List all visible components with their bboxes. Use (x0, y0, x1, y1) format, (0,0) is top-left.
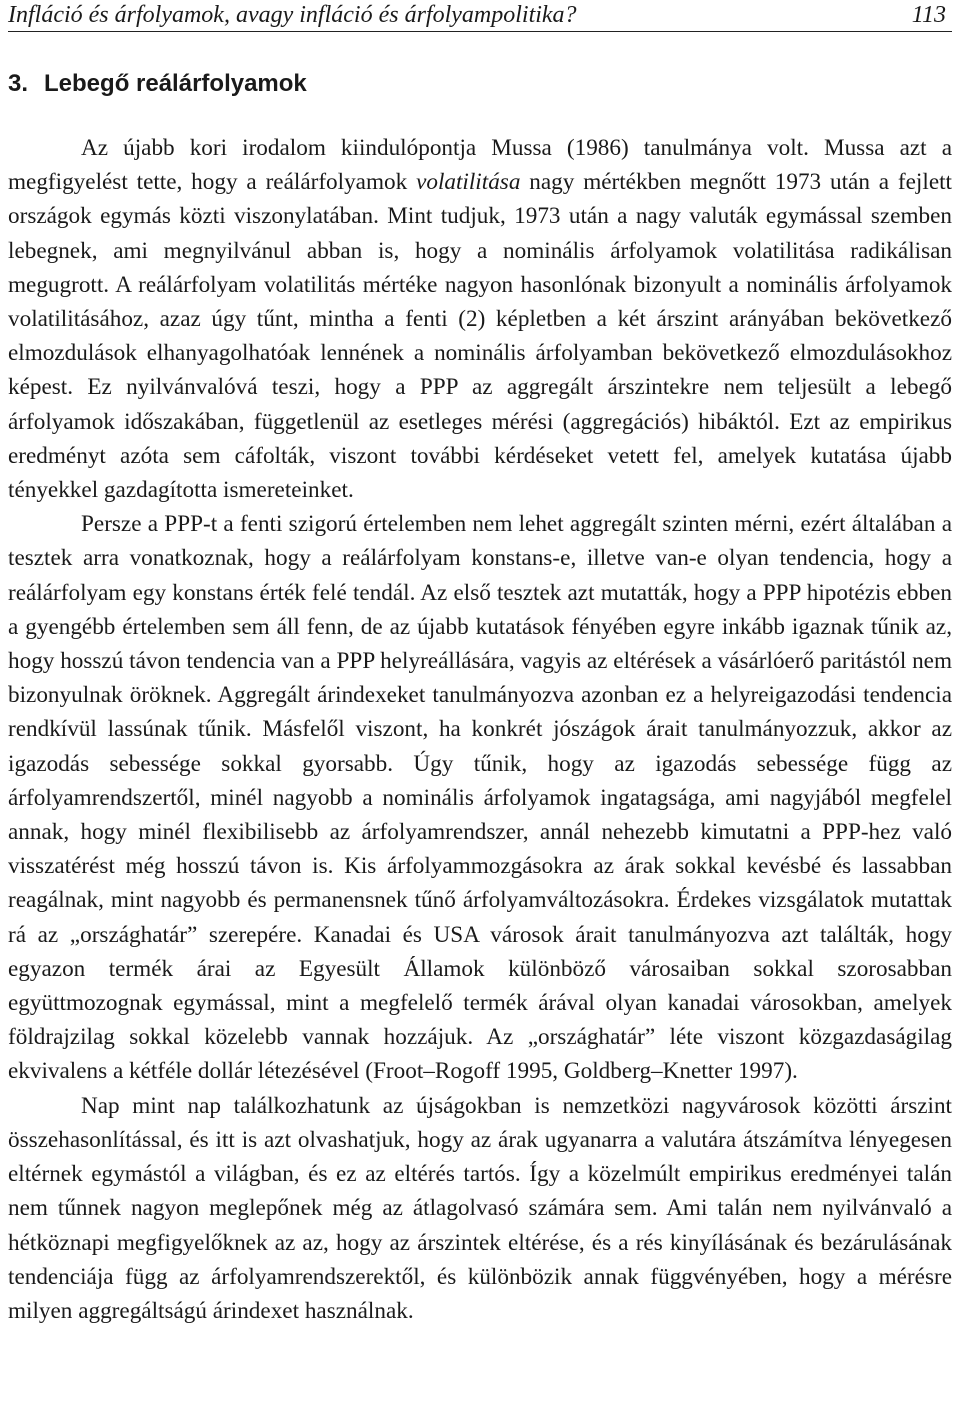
document-page (8, 0, 952, 1324)
section-number: 3. (8, 70, 29, 97)
body-text (8, 131, 952, 1328)
page-number: 113 (911, 2, 946, 28)
paragraph-2: Persze a PPP-t a fenti szigorú értelemben nem lehet aggregált szinten mérni, ezért általában a tesztek arra vonatkoznak, hogy a reálárfolyam konstans-e, illetve van-e olyan tendencia, hogy a reálárfolyam egy konstans érték felé tendál. Az első tesztek azt mutatták, hogy a PPP hipotézis ebben a gyengébb értelemben sem áll fenn, de az újabb kutatások fényében egyre inkább igaznak tűnik az, hogy hosszú távon tendencia van a PPP helyreállására, vagyis az eltérések a vásárlóerő paritástól nem bizonyulnak öröknek. Aggregált árindexeket tanulmányozva azonban ez a helyreigazodási tendencia rendkívül lassúnak tűnik. Másfelől viszont, ha konkrét jószágok árait tanulmányozzuk, akkor az igazodás sebessége sokkal gyorsabb. Úgy tűnik, hogy az igazodás sebessége függ az árfolyamrendszertől, minél nagyobb a nominális árfolyamok ingatagsága, ami nagyjából megfelel annak, hogy minél flexibilisebb az árfolyamrendszer, annál nehezebb kimutatni a PPP-hez való visszatérést még hosszú távon is. Kis árfolyammozgásokra az árak sokkal kevésbé és lassabban reagálnak, mint nagyobb és permanensnek tűnő árfolyamváltozásokra. Érdekes vizsgálatok mutattak rá az „országhatár” szerepére. Kanadai és USA városok árait tanulmányozva azt találták, hogy egyazon termék árai az Egyesült Államok különböző városaiban sokkal szorosabban együttmozognak egymással, mint a megfelelő termék árával olyan kanadai városokban, amelyek földrajzilag sokkal közelebb vannak hozzájuk. Az „országhatár” léte viszont közgazdaságilag ekvivalens a kétféle dollár létezésével (Froot–Rogoff 1995, Goldberg–Knetter 1997). (8, 511, 952, 1085)
paragraph-1-text-end: nagy mértékben megnőtt 1973 után a fejlett országok egymás közti viszonylatában. Mint tudjuk, 1973 után a nagy valuták egymással szemben lebegnek, ami megnyilvánul abban is, hogy a nominális árfolyamok volatilitása radikálisan megugrott. A reálárfolyam volatilitás mértéke nagyon hasonlónak bizonyult a nominális árfolyamok volatilitásához, azaz úgy tűnt, mintha a fenti (2) képletben a két árszint arányában bekövetkező elmozdulások elhanyagolhatóak lennének a nominális árfolyamban bekövetkező elmozdulásokhoz képest. Ez nyilvánvalóvá teszi, hogy a PPP az aggregált árszintekre nem teljesült a lebegő árfolyamok időszakában, függetlenül az esetleges mérési (aggregációs) hibáktól. Ezt az empirikus eredményt azóta sem cáfolták, viszont további kérdéseket vetett fel, amelyek kutatása újabb tényekkel gazdagította ismereteinket. (8, 169, 952, 504)
section-heading (8, 70, 307, 98)
paragraph-1-emphasis: volatilitása (416, 169, 521, 196)
running-header-title: Infláció és árfolyamok, avagy infláció és árfolyampolitika? (8, 2, 577, 28)
paragraph-3: Nap mint nap találkozhatunk az újságokban is nemzetközi nagyvárosok közötti árszint összehasonlítással, és itt is azt olvashatjuk, hogy az árak ugyanarra a valutára átszámítva lényegesen eltérnek egymástól a világban, és ez az eltérés tartós. Így a közelmúlt empirikus eredményei talán nem tűnnek nagyon meglepőnek még az átlagolvasó számára sem. Ami talán nem nyilvánvaló a hétköznapi megfigyelőknek az az, hogy az árszintek eltérése, és a rés kinyílásának és bezárulásának tendenciája függ az árfolyamrendszerektől, és különbözik annak függvényében, hogy a mérésre milyen aggregáltságú árindexet használnak. (8, 1092, 952, 1324)
running-header (8, 0, 952, 32)
paragraph-1 (8, 131, 952, 507)
section-title: Lebegő reálárfolyamok (44, 70, 307, 97)
paragraph-1-text-start: Az újabb kori irodalom kiindulópontja Mussa (1986) tanulmánya volt. Mussa azt a megfigyelést tette, hogy a reálárfolyamok (8, 135, 952, 196)
